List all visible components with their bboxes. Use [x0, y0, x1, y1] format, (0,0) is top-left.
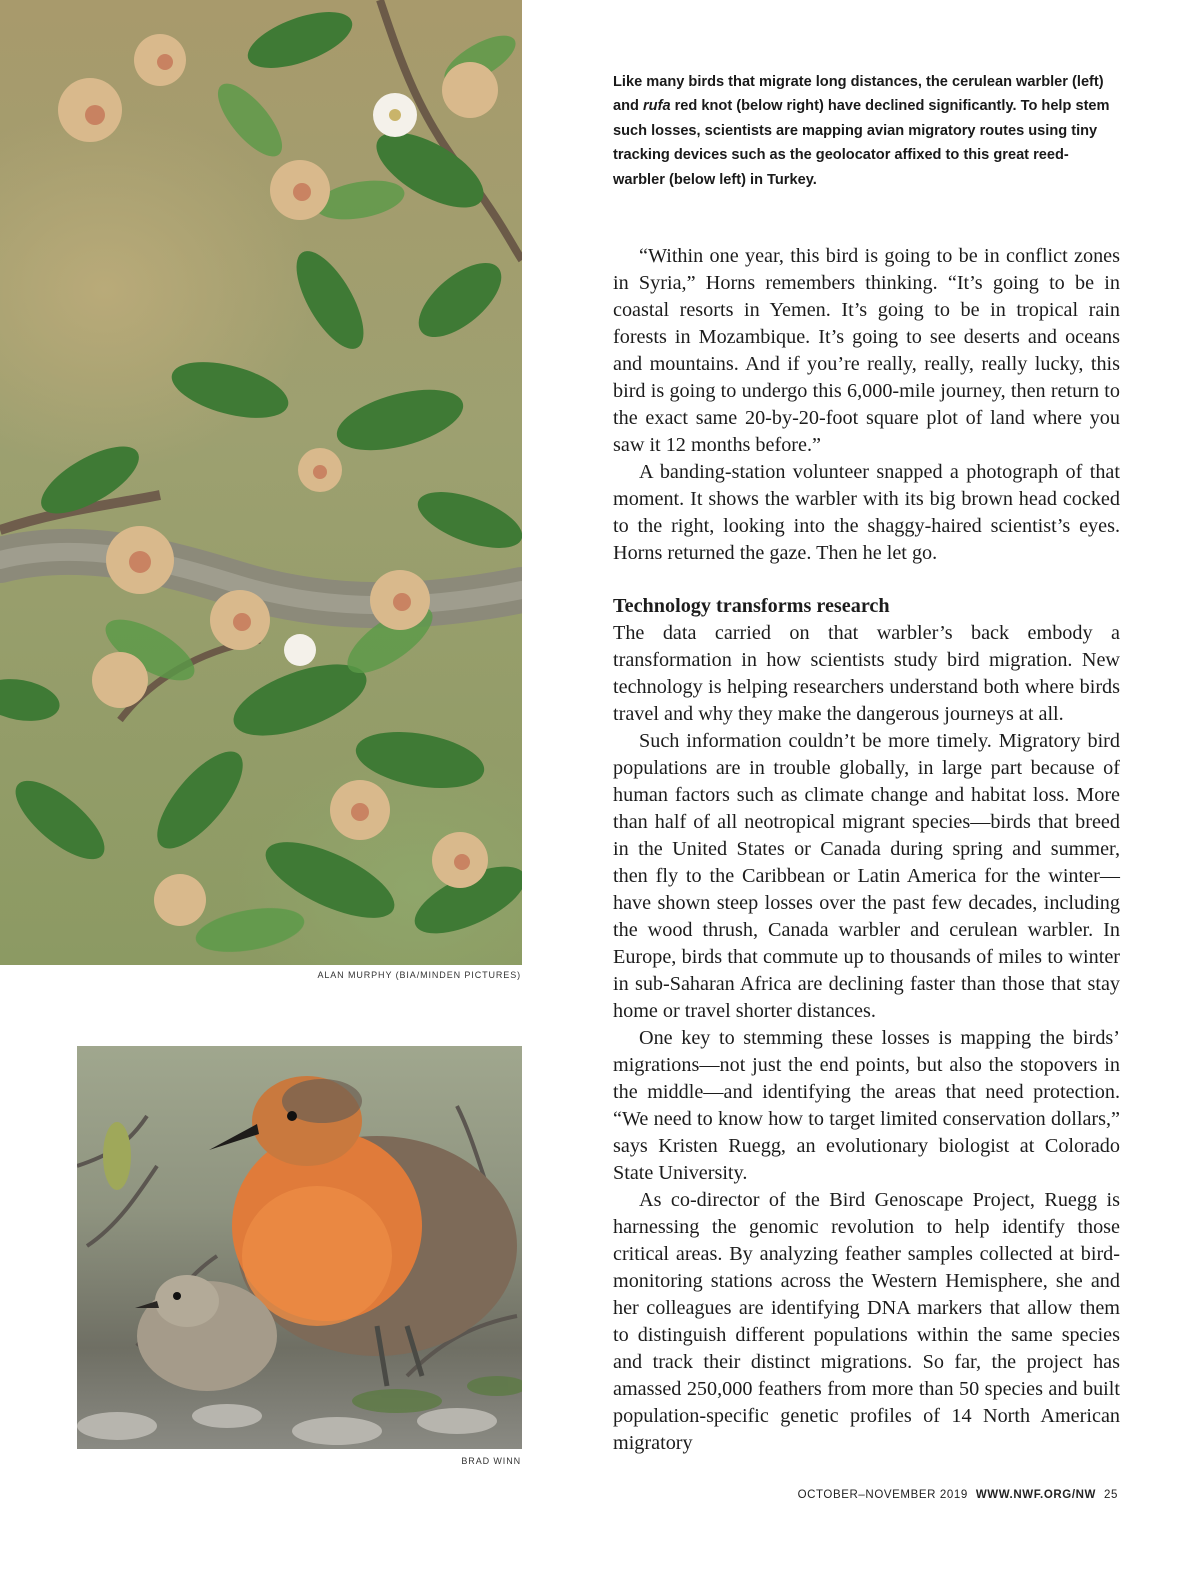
article-paragraph: As co-director of the Bird Genoscape Project, Ruegg is harnessing the genomic revolution to help identify those critical areas. By analyzing feather samples collected at bird-monitoring stations across the Western Hemisphere, she and her colleagues are identifying DNA markers that allow them to distinguish different populations within the same species and track their distinct migrations. So far, the project has amassed 250,000 feathers from more than 50 species and built population-specific genetic profiles of 14 North American migratory — [613, 1189, 1120, 1454]
website-link[interactable]: WWW.NWF.ORG/NW — [975, 1489, 1096, 1501]
photo-credit-bottom: BRAD WINN — [461, 1456, 521, 1466]
caption-part-2: red knot (below right) have declined significantly. To help stem such losses, scientists are mapping avian migratory routes using tiny tracking devices such as the geolocator affixed to this great reed-warbler (below left) in Turkey. — [613, 98, 1110, 188]
article-paragraph: “Within one year, this bird is going to be in conflict zones in Syria,” Horns remembers thinking. “It’s going to be in coastal resorts in Yemen. It’s going to be in tropical rain forests in Mozambique. It’s going to see deserts and oceans and mountains. And if you’re really, really, really lucky, this bird is going to undergo this 6,000-mile journey, then return to the exact same 20-by-20-foot square plot of land where you saw it 12 months before.” — [613, 245, 1120, 456]
article-paragraph: The data carried on that warbler’s back embody a transformation in how scientists study bird migration. New technology is helping researchers understand both where birds travel and why they make the dangerous journeys at all. — [613, 622, 1120, 725]
article-body — [613, 243, 1120, 1457]
photo-credit-top: ALAN MURPHY (BIA/MINDEN PICTURES) — [317, 970, 521, 980]
caption-emphasis: rufa — [643, 98, 671, 115]
caption-part-1: Like many birds that migrate long distances, the cerulean warbler (left) and — [613, 74, 1104, 115]
page-footer — [798, 1489, 1118, 1501]
article-paragraph: Such information couldn’t be more timely. Migratory bird populations are in trouble globally, in large part because of human factors such as climate change and habitat loss. More than half of all neotropical migrant species—birds that breed in the United States or Canada during spring and summer, then fly to the Caribbean or Latin America for the winter—have shown steep losses over the past few decades, including the wood thrush, Canada warbler and cerulean warbler. In Europe, birds that commute up to thousands of miles to winter in sub-Saharan Africa are declining faster than those that stay home or travel shorter distances. — [613, 730, 1120, 1022]
page-number: 25 — [1104, 1489, 1118, 1501]
section-heading: Technology transforms research — [613, 595, 890, 617]
article-paragraph: A banding-station volunteer snapped a photograph of that moment. It shows the warbler with its big brown head cocked to the right, looking into the shaggy-haired scientist’s eyes. Horns returned the gaze. Then he let go. — [613, 461, 1120, 564]
red-knot-with-chick-photo — [77, 1046, 522, 1449]
article-paragraph: One key to stemming these losses is mapping the birds’ migrations—not just the end points, but also the stopovers in the middle—and identifying the areas that need protection. “We need to know how to target limited conservation dollars,” says Kristen Ruegg, an evolutionary biologist at Colorado State University. — [613, 1027, 1120, 1184]
photo-caption — [613, 70, 1113, 192]
flowering-branch-photo — [0, 0, 522, 965]
issue-date: OCTOBER–NOVEMBER 2019 — [797, 1489, 968, 1501]
